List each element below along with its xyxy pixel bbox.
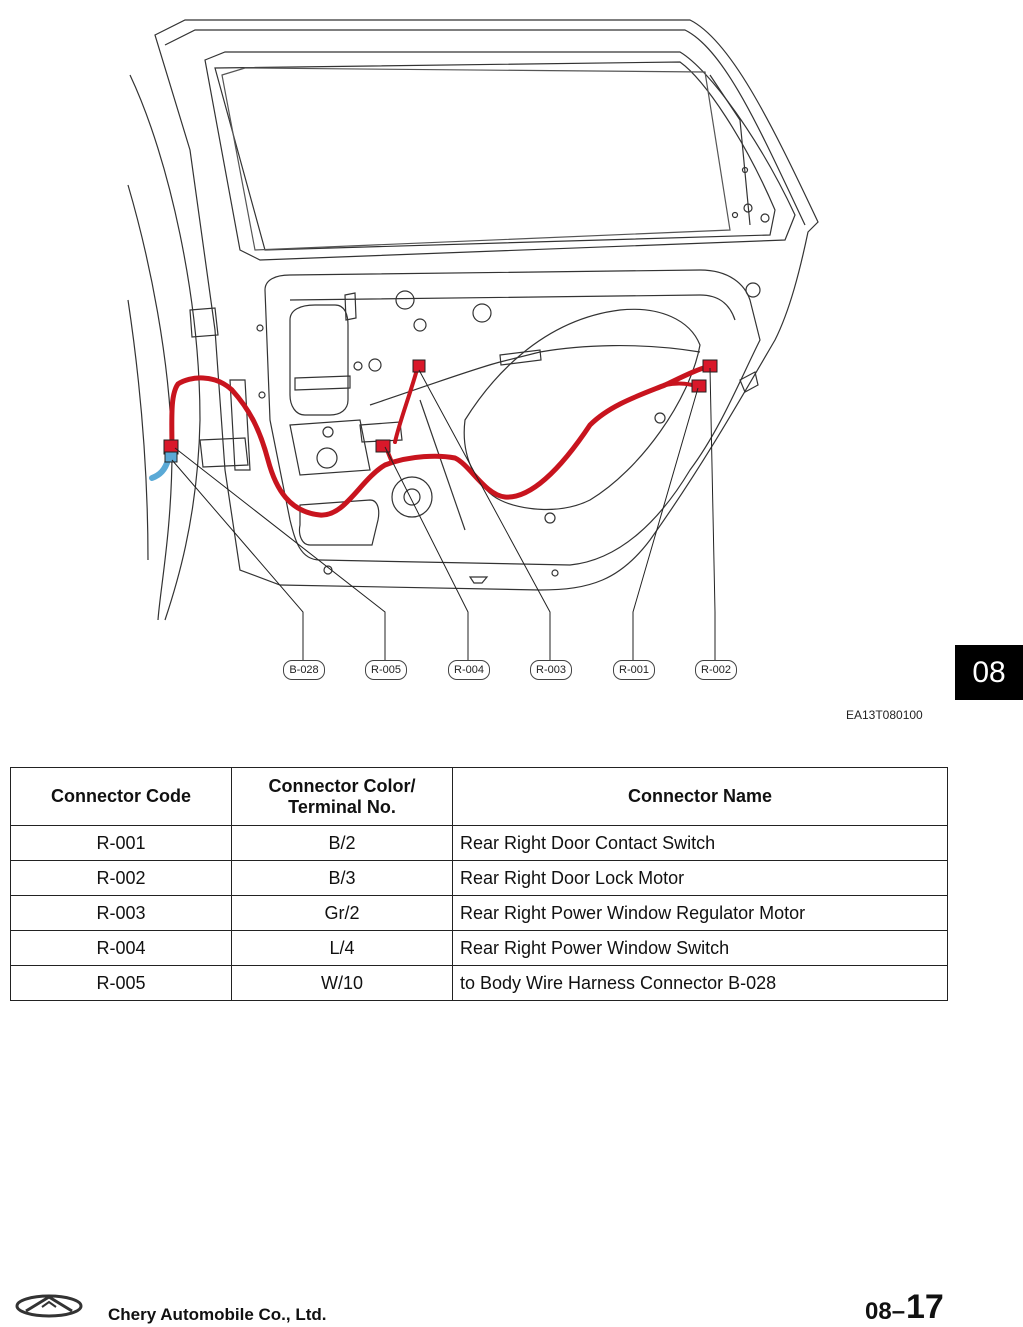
footer-page-prefix: 08–	[865, 1298, 906, 1325]
cell-code: R-004	[11, 931, 232, 966]
figure-id: EA13T080100	[846, 708, 923, 722]
table-row	[11, 896, 948, 931]
chery-logo-icon	[14, 1293, 84, 1319]
cell-color-terminal: L/4	[232, 931, 453, 966]
cell-code: R-003	[11, 896, 232, 931]
connector-r004	[376, 440, 390, 452]
cell-color-terminal: W/10	[232, 966, 453, 1001]
section-tab: 08	[955, 645, 1023, 700]
table-row	[11, 966, 948, 1001]
cell-name: Rear Right Power Window Switch	[453, 931, 948, 966]
callout-r004: R-004	[448, 660, 490, 680]
callout-r002: R-002	[695, 660, 737, 680]
table-row	[11, 861, 948, 896]
cell-code: R-001	[11, 826, 232, 861]
header-color-terminal: Connector Color/ Terminal No.	[232, 768, 453, 826]
callout-b028: B-028	[283, 660, 325, 680]
header-connector-code: Connector Code	[11, 768, 232, 826]
callout-r001: R-001	[613, 660, 655, 680]
cell-name: Rear Right Power Window Regulator Motor	[453, 896, 948, 931]
header-connector-name: Connector Name	[453, 768, 948, 826]
cell-code: R-005	[11, 966, 232, 1001]
table-header-row	[11, 768, 948, 826]
cell-color-terminal: Gr/2	[232, 896, 453, 931]
cell-name: Rear Right Door Lock Motor	[453, 861, 948, 896]
cell-name: Rear Right Door Contact Switch	[453, 826, 948, 861]
callout-r003: R-003	[530, 660, 572, 680]
connector-r005	[165, 452, 177, 462]
cell-color-terminal: B/2	[232, 826, 453, 861]
callout-r005: R-005	[365, 660, 407, 680]
table-row	[11, 931, 948, 966]
connector-r001	[692, 380, 706, 392]
footer-page-number: 17	[906, 1288, 944, 1326]
footer-company: Chery Automobile Co., Ltd.	[108, 1305, 327, 1324]
leader-lines	[172, 368, 715, 660]
cell-code: R-002	[11, 861, 232, 896]
cell-name: to Body Wire Harness Connector B-028	[453, 966, 948, 1001]
door-outline	[128, 20, 818, 620]
connector-table	[10, 767, 948, 1001]
cell-color-terminal: B/3	[232, 861, 453, 896]
table-row	[11, 826, 948, 861]
